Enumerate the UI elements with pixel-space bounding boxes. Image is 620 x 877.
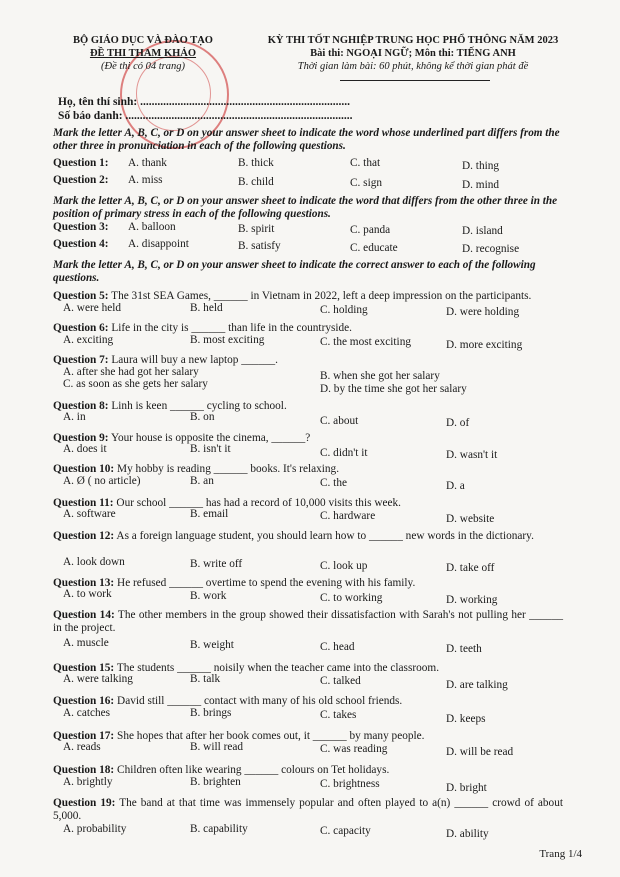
question-text: Children often like wearing ______ colours on Tet holidays. <box>117 764 390 776</box>
option-c: C. hardware <box>320 510 376 522</box>
option-a: A. catches <box>63 707 111 719</box>
exam-type: ĐỀ THI THAM KHẢO <box>89 48 197 59</box>
page-number: Trang 1/4 <box>539 848 582 860</box>
option-d: D. teeth <box>446 643 482 655</box>
option-a: A. miss <box>128 174 163 186</box>
option-c: C. about <box>320 415 359 427</box>
option-c: C. didn't it <box>320 447 368 459</box>
question-4 <box>53 238 573 256</box>
option-c: C. head <box>320 641 355 653</box>
option-a: A. exciting <box>63 334 114 346</box>
option-c: C. takes <box>320 709 357 721</box>
question-17-options <box>53 741 573 759</box>
option-d: D. island <box>462 225 503 237</box>
candidate-name-field: Họ, tên thí sinh: ......................................................................... <box>58 96 350 108</box>
question-text: The 31st SEA Games, ______ in Vietnam in 2022, left a deep impression on the participants. <box>111 290 532 302</box>
question-label: Question 15: <box>53 662 115 674</box>
question-text: He refused ______ overtime to spend the evening with his family. <box>117 577 416 589</box>
option-d: D. thing <box>462 160 500 172</box>
question-text: She hopes that after her book comes out, it ______ by many people. <box>117 730 425 742</box>
question-5-options <box>53 302 573 320</box>
question-label: Question 17: <box>53 730 115 742</box>
option-d: D. bright <box>446 782 487 794</box>
option-b: B. spirit <box>238 223 275 235</box>
option-c: C. was reading <box>320 743 388 755</box>
question-19-stem <box>53 797 563 823</box>
option-a: A. does it <box>63 443 107 455</box>
page-count-note: (Đề thi có 04 trang) <box>101 61 185 72</box>
instruction-stress: Mark the letter A, B, C, or D on your answer sheet to indicate the word that differs from the other three in the position of primary stress in each of the following questions. <box>53 195 558 220</box>
question-label: Question 4: <box>53 238 109 250</box>
option-b: B. talk <box>190 673 221 685</box>
option-d: D. a <box>446 480 465 492</box>
ministry-name: BỘ GIÁO DỤC VÀ ĐÀO TẠO <box>73 35 213 46</box>
option-c: C. the <box>320 477 347 489</box>
option-d: D. are talking <box>446 679 508 691</box>
option-b: B. work <box>190 590 227 602</box>
option-b: B. held <box>190 302 223 314</box>
question-11-options <box>53 508 573 526</box>
option-b: B. write off <box>190 558 243 570</box>
option-c: C. that <box>350 157 381 169</box>
option-b: B. weight <box>190 639 234 651</box>
question-label: Question 9: <box>53 432 109 444</box>
exam-title: KỲ THI TỐT NGHIỆP TRUNG HỌC PHỔ THÔNG NĂM 2023 <box>267 35 559 46</box>
header-right <box>248 34 578 73</box>
option-d: D. website <box>446 513 495 525</box>
option-a: A. brightly <box>63 776 113 788</box>
header-left <box>68 34 218 73</box>
option-c: C. as soon as she gets her salary <box>63 378 208 390</box>
question-14-stem <box>53 609 563 635</box>
option-c: C. look up <box>320 560 368 572</box>
question-label: Question 6: <box>53 322 109 334</box>
option-c: C. panda <box>350 224 391 236</box>
question-13-options <box>53 588 573 606</box>
question-text: Our school ______ has had a record of 10,000 visits this week. <box>116 497 401 509</box>
question-text: My hobby is reading ______ books. It's relaxing. <box>117 463 340 475</box>
option-d: D. recognise <box>462 243 520 255</box>
option-d: D. take off <box>446 562 495 574</box>
question-12-options <box>53 556 573 574</box>
option-a: A. muscle <box>63 637 109 649</box>
option-b: B. on <box>190 411 215 423</box>
option-a: A. to work <box>63 588 112 600</box>
option-d: D. wasn't it <box>446 449 498 461</box>
option-b: B. an <box>190 475 214 487</box>
option-c: C. sign <box>350 177 383 189</box>
question-text: Linh is keen ______ cycling to school. <box>111 400 287 412</box>
instruction-correct-answer: Mark the letter A, B, C, or D on your answer sheet to indicate the correct answer to each of the following questions. <box>53 259 536 284</box>
option-b: B. brings <box>190 707 232 719</box>
instruction-pronunciation: Mark the letter A, B, C, or D on your answer sheet to indicate the word whose underlined part differs from the other three in pronunciation in each of the following questions. <box>53 127 560 152</box>
option-c: C. capacity <box>320 825 371 837</box>
question-16-options <box>53 707 573 725</box>
option-d: D. by the time she got her salary <box>320 383 467 395</box>
question-label: Question 2: <box>53 174 109 186</box>
question-text: Life in the city is ______ than life in the countryside. <box>111 322 353 334</box>
question-text: The band at that time was immensely popular and often played to a(n) ______ crowd of about 5,000. <box>53 797 563 822</box>
option-d: D. more exciting <box>446 339 523 351</box>
exam-subject: Bài thi: NGOẠI NGỮ; Môn thi: TIẾNG ANH <box>310 48 516 59</box>
header-divider <box>340 80 490 81</box>
question-label: Question 10: <box>53 463 115 475</box>
option-c: C. the most exciting <box>320 336 411 348</box>
question-8-options <box>53 411 573 429</box>
question-2 <box>53 174 573 192</box>
option-a: A. were talking <box>63 673 133 685</box>
option-a: A. in <box>63 411 86 423</box>
question-14-options <box>53 637 573 655</box>
option-b: B. email <box>190 508 229 520</box>
option-d: D. were holding <box>446 306 520 318</box>
option-b: B. most exciting <box>190 334 265 346</box>
question-1 <box>53 157 573 175</box>
question-text: David still ______ contact with many of his old school friends. <box>117 695 403 707</box>
question-7-options-cd <box>53 378 573 396</box>
question-12-stem <box>53 530 563 543</box>
option-a: A. software <box>63 508 116 520</box>
question-label: Question 11: <box>53 497 114 509</box>
option-c: C. talked <box>320 675 361 687</box>
option-a: A. thank <box>128 157 167 169</box>
question-10-options <box>53 475 573 493</box>
question-text: The students ______ noisily when the teacher came into the classroom. <box>116 662 440 674</box>
question-6-options <box>53 334 573 352</box>
option-b: B. brighten <box>190 776 241 788</box>
option-b: B. thick <box>238 157 274 169</box>
option-d: D. of <box>446 417 470 429</box>
question-label: Question 1: <box>53 157 109 169</box>
question-3 <box>53 221 573 239</box>
question-label: Question 7: <box>53 354 109 366</box>
question-label: Question 8: <box>53 400 109 412</box>
question-label: Question 3: <box>53 221 109 233</box>
option-a: A. were held <box>63 302 122 314</box>
option-b: B. isn't it <box>190 443 231 455</box>
option-b: B. when she got her salary <box>320 370 440 382</box>
question-text: As a foreign language student, you should learn how to ______ new words in the dictionary. <box>116 530 534 542</box>
option-c: C. brightness <box>320 778 380 790</box>
option-b: B. capability <box>190 823 248 835</box>
option-b: B. satisfy <box>238 240 281 252</box>
option-b: B. child <box>238 176 274 188</box>
option-a: A. look down <box>63 556 125 568</box>
option-d: D. keeps <box>446 713 486 725</box>
question-text: The other members in the group showed their dissatisfaction with Sarah's not pulling her ______ in the project. <box>53 609 564 634</box>
option-c: C. holding <box>320 304 368 316</box>
question-label: Question 13: <box>53 577 115 589</box>
question-9-options <box>53 443 573 461</box>
question-label: Question 19: <box>53 797 116 809</box>
option-d: D. mind <box>462 179 500 191</box>
question-15-options <box>53 673 573 691</box>
question-label: Question 16: <box>53 695 115 707</box>
question-label: Question 18: <box>53 764 115 776</box>
candidate-id-field: Số báo danh: ............................................................................... <box>58 110 353 122</box>
time-note: Thời gian làm bài: 60 phút, không kể thời gian phát đề <box>297 61 529 72</box>
option-d: D. will be read <box>446 746 514 758</box>
question-text: Laura will buy a new laptop ______. <box>111 354 278 366</box>
option-c: C. to working <box>320 592 383 604</box>
question-19-options <box>53 823 573 841</box>
question-text: Your house is opposite the cinema, ______? <box>110 432 311 444</box>
option-a: A. disappoint <box>128 238 189 250</box>
option-d: D. working <box>446 594 498 606</box>
question-label: Question 14: <box>53 609 115 621</box>
question-label: Question 5: <box>53 290 109 302</box>
question-18-options <box>53 776 573 794</box>
option-a: A. probability <box>63 823 127 835</box>
option-d: D. ability <box>446 828 489 840</box>
option-b: B. will read <box>190 741 244 753</box>
question-label: Question 12: <box>53 530 115 542</box>
option-a: A. reads <box>63 741 101 753</box>
option-a: A. after she had got her salary <box>63 366 199 378</box>
option-c: C. educate <box>350 242 398 254</box>
option-a: A. balloon <box>128 221 176 233</box>
option-a: A. Ø ( no article) <box>63 475 141 487</box>
